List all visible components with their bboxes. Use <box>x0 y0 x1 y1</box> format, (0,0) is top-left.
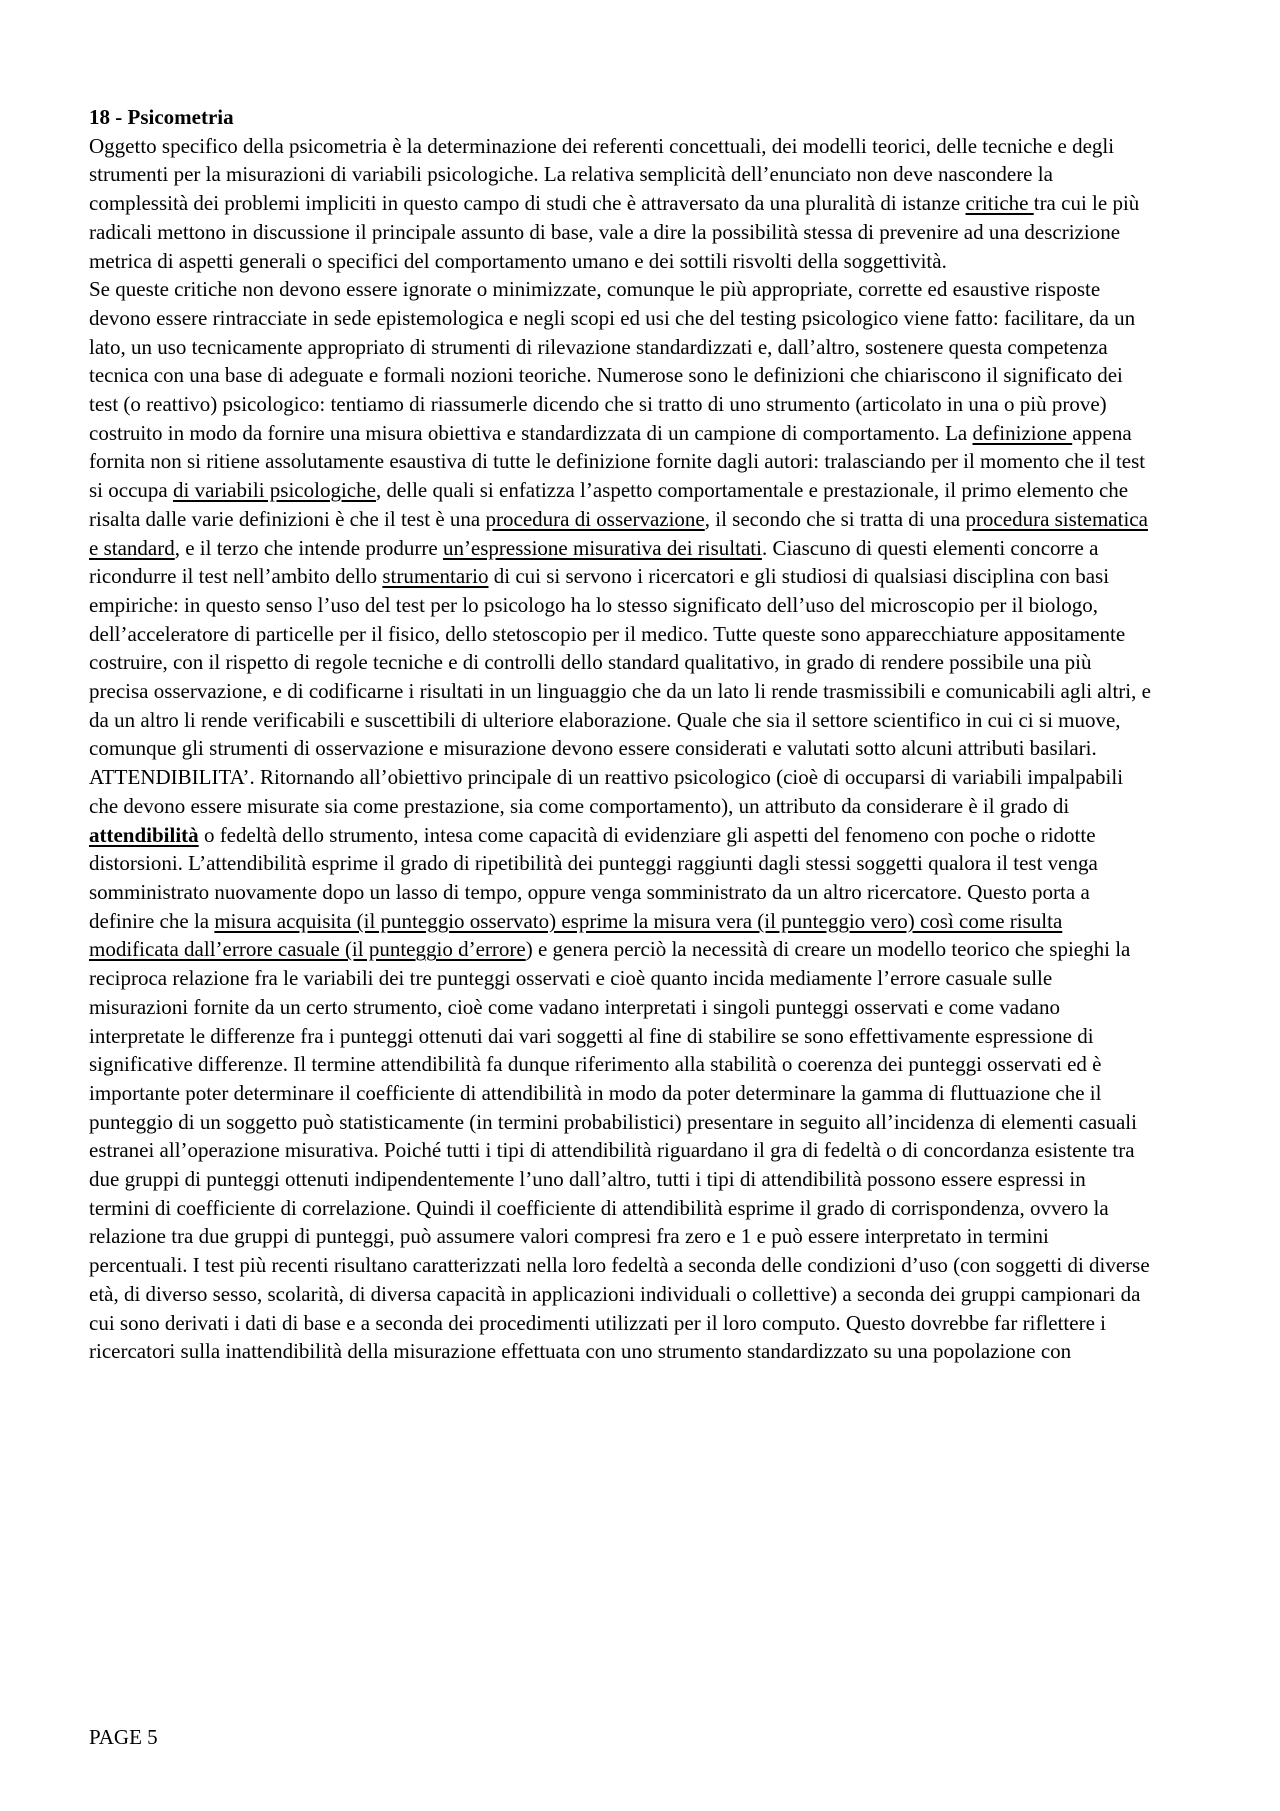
paragraph-intro <box>89 132 1151 276</box>
underlined-term: critiche <box>965 191 1034 216</box>
underlined-term: definizione <box>972 420 1073 445</box>
text-run: , il secondo che si tratta di una <box>704 506 966 531</box>
page-footer: PAGE 5 <box>89 1725 158 1749</box>
underlined-term: un’espressione misurativa dei risultati <box>442 535 762 560</box>
underlined-term: procedura sistematica e standard <box>89 506 1148 560</box>
text-run: Oggetto specifico della psicometria è la determinazione dei referenti concettuali, dei modelli teorici, delle tecniche e degli strumenti per la misurazioni di variabili psicologiche. La relativa semplicità dell’enunciato non deve nascondere la complessità dei problemi impliciti in questo campo di studi che è attraversato da una pluralità di istanze <box>89 133 1115 216</box>
underlined-term: procedura di osservazione <box>485 506 705 531</box>
text-run: . Ciascuno di questi elementi concorre a ricondurre il test nell’ambito dello <box>89 535 1099 589</box>
text-run: ) e genera perciò la necessità di creare un modello teorico che spieghi la reciproca relazione fra le variabili dei tre punteggi osservati e cioè quanto incida mediamente l’errore casuale sulle misurazioni fornite da un certo strumento, cioè come vadano interpretati i singoli punteggi osservati e come vadano interpretate le differenze fra i punteggi ottenuti dai vari soggetti al fine di stabilire se sono effettivamente espressione di significative differenze. Il termine attendibilità fa dunque riferimento alla stabilità o coerenza dei punteggi osservati ed è importante poter determinare il coefficiente di attendibilità in modo da poter determinare la gamma di fluttuazione che il punteggio di un soggetto può statisticamente (in termini probabilistici) presentare in seguito all’incidenza di elementi casuali estranei all’operazione misurativa. Poiché tutti i tipi di attendibilità riguardano il gra di fedeltà o di concordanza esistente tra due gruppi di punteggi ottenuti indipendentemente l’uno dall’altro, tutti i tipi di attendibilità possono essere espressi in termini di coefficiente di correlazione. Quindi il coefficiente di attendibilità esprime il grado di corrispondenza, ovvero la relazione tra due gruppi di punteggi, può assumere valori compresi fra zero e 1 e può essere interpretato in termini percentuali. I test più recenti risultano caratterizzati nella loro fedeltà a seconda delle condizioni d’uso (con soggetti di diverse età, di diverso sesso, scolarità, di diversa capacità in applicazioni individuali o collettive) a seconda dei gruppi campionari da cui sono derivati i dati di base e a seconda dei procedimenti utilizzati per il loro computo. Questo dovrebbe far riflettere i ricercatori sulla inattendibilità della misurazione effettuata con uno strumento standardizzato su una popolazione con <box>89 937 1150 1364</box>
paragraph-attendibilita <box>89 763 1151 1366</box>
text-run: Se queste critiche non devono essere ignorate o minimizzate, comunque le più appropriate, corrette ed esaustive risposte devono essere rintracciate in sede epistemologica e negli scopi ed usi che del testing psicologico viene fatto: facilitare, da un lato, un uso tecnicamente appropriato di strumenti di rilevazione standardizzati e, dall’altro, sostenere questa competenza tecnica con una base di adeguate e formali nozioni teoriche. Numerose sono le definizioni che chiariscono il significato dei test (o reattivo) psicologico: tentiamo di riassumerle dicendo che si tratto di uno strumento (articolato in una o più prove) costruito in modo da fornire una misura obiettiva e standardizzata di un campione di comportamento. La <box>89 277 1136 445</box>
text-run: ATTENDIBILITA’. Ritornando all’obiettivo principale di un reattivo psicologico (cioè di occuparsi di variabili impalpabili che devono essere misurate sia come prestazione, sia come comportamento), un attributo da considerare è il grado di <box>89 765 1124 818</box>
document-page <box>89 103 1151 1366</box>
text-run: o fedeltà dello strumento, intesa come capacità di evidenziare gli aspetti del fenomeno con poche o ridotte distorsioni. L’attendibilità esprime il grado di ripetibilità dei punteggi raggiunti dagli stessi soggetti qualora il test venga somministrato nuovamente dopo un lasso di tempo, oppure venga somministrato da un altro ricercatore. Questo porta a definire che la <box>89 822 1098 933</box>
text-run: , delle quali si enfatizza l’aspetto comportamentale e prestazionale, il primo elemento che risalta dalle varie definizioni è che il test è una <box>89 478 1129 531</box>
text-run: di cui si servono i ricercatori e gli studiosi di qualsiasi disciplina con basi empiriche: in questo senso l’uso del test per lo psicologo ha lo stesso significato dell’uso del microscopio per il biologo, dell’acceleratore di particelle per il fisico, dello stetoscopio per il medico. Tutte queste sono apparecchiature appositamente costruire, con il rispetto di regole tecniche e di controlli dello standard qualitativo, in grado di rendere possibile una più precisa osservazione, e di codificarne i risultati in un linguaggio che da un lato li rende trasmissibili e comunicabili agli altri, e da un altro li rende verificabili e suscettibili di ulteriore elaborazione. Quale che sia il settore scientifico in cui ci si muove, comunque gli strumenti di osservazione e misurazione devono essere considerati e valutati sotto alcuni attributi basilari. <box>89 564 1151 761</box>
underlined-term: di variabili psicologiche <box>172 478 376 503</box>
paragraph-definitions <box>89 275 1151 763</box>
bold-underlined-term: attendibilità <box>89 822 199 847</box>
underlined-term: strumentario <box>382 564 489 589</box>
page-title: 18 - Psicometria <box>89 105 234 129</box>
underlined-term: misura acquisita (il punteggio osservato) esprime la misura vera (il punteggio vero) così come risulta modificata dall’errore casuale (il punteggio d’errore <box>89 908 1063 962</box>
text-run: tra cui le più radicali mettono in discussione il principale assunto di base, vale a dire la possibilità stessa di prevenire ad una descrizione metrica di aspetti generali o specifici del comportamento umano e dei sottili risvolti della soggettività. <box>89 191 1140 273</box>
text-run: appena fornita non si ritiene assolutamente esaustiva di tutte le definizione fornite dagli autori: tralasciando per il momento che il test si occupa <box>89 420 1146 503</box>
text-run: , e il terzo che intende produrre <box>174 535 443 560</box>
